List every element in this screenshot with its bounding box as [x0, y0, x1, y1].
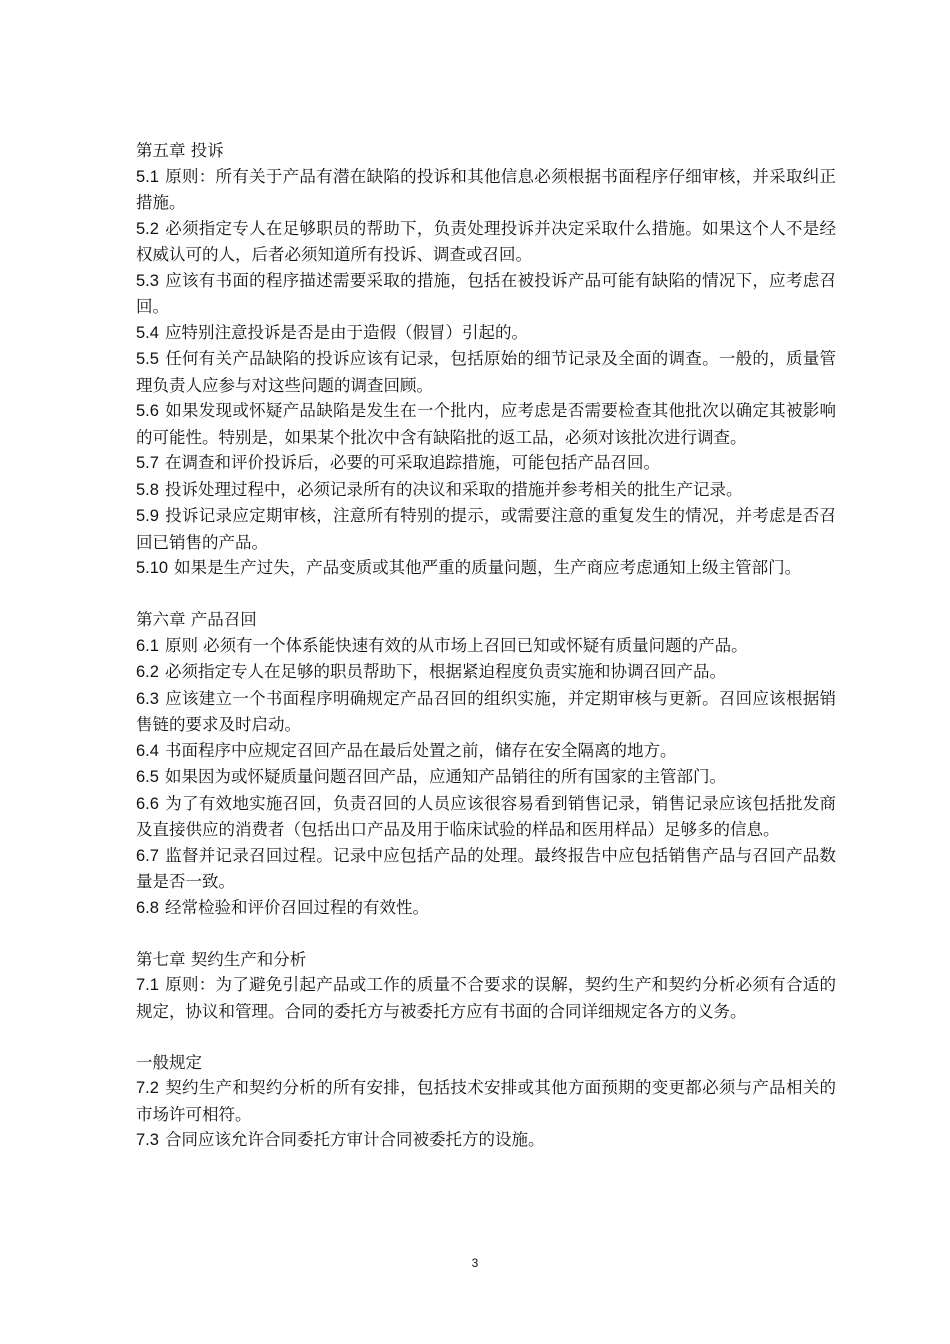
clause-text: 投诉处理过程中，必须记录所有的决议和采取的措施并参考相关的批生产记录。 [164, 479, 743, 499]
clause-number: 6.2 [136, 663, 159, 681]
clause-text: 监督并记录召回过程。记录中应包括产品的处理。最终报告中应包括销售产品与召回产品数量是否一致。 [136, 845, 836, 891]
clause-text: 必须指定专人在足够职员的帮助下，负责处理投诉并决定采取什么措施。如果这个人不是经权威认可的人，后者必须知道所有投诉、调查或召回。 [136, 218, 836, 264]
clause-number: 5.6 [136, 402, 159, 420]
clause-number: 5.5 [136, 350, 159, 368]
clause-6-7 [136, 843, 836, 895]
chapter-5-heading: 第五章 投诉 [136, 141, 224, 160]
clause-text: 应特别注意投诉是否是由于造假（假冒）引起的。 [164, 322, 528, 342]
clause-6-6 [136, 791, 836, 843]
clause-5-5 [136, 346, 836, 398]
clause-number: 6.3 [136, 689, 159, 708]
clause-number: 7.2 [136, 1079, 159, 1097]
clause-text: 经常检验和评价召回过程的有效性。 [164, 897, 429, 917]
clause-7-1 [136, 972, 836, 1024]
clause-text: 必须指定专人在足够的职员帮助下，根据紧迫程度负责实施和协调召回产品。 [164, 662, 726, 681]
clause-7-3 [136, 1127, 836, 1154]
clause-text: 书面程序中应规定召回产品在最后处置之前，储存在安全隔离的地方。 [164, 740, 677, 760]
clause-number: 6.1 [136, 636, 159, 655]
clause-5-7 [136, 450, 836, 477]
clause-text: 合同应该允许合同委托方审计合同被委托方的设施。 [164, 1130, 545, 1149]
clause-5-6 [136, 398, 836, 450]
clause-number: 7.3 [136, 1131, 159, 1149]
clause-number: 6.7 [136, 846, 159, 865]
clause-number: 5.3 [136, 271, 159, 290]
document-body [136, 138, 836, 1154]
clause-text: 原则 必须有一个体系能快速有效的从市场上召回已知或怀疑有质量问题的产品。 [164, 635, 748, 655]
clause-5-8 [136, 477, 836, 504]
clause-number: 6.8 [136, 898, 159, 917]
clause-5-10 [136, 555, 836, 582]
clause-text: 应该建立一个书面程序明确规定产品召回的组织实施，并定期审核与更新。召回应该根据销售链的要求及时启动。 [136, 688, 836, 734]
chapter-7-heading: 第七章 契约生产和分析 [136, 949, 307, 969]
clause-number: 6.5 [136, 768, 159, 786]
clause-5-2 [136, 216, 836, 268]
clause-5-1 [136, 164, 836, 216]
clause-number: 5.1 [136, 167, 159, 186]
clause-text: 在调查和评价投诉后，必要的可采取追踪措施，可能包括产品召回。 [164, 453, 660, 472]
clause-text: 任何有关产品缺陷的投诉应该有记录，包括原始的细节记录及全面的调查。一般的，质量管理负责人应参与对这些问题的调查回顾。 [136, 349, 836, 395]
page-number: 3 [471, 1256, 479, 1270]
clause-6-2 [136, 659, 836, 686]
clause-5-9 [136, 503, 836, 555]
general-provisions-subheading: 一般规定 [136, 1052, 202, 1072]
clause-number: 5.4 [136, 323, 159, 342]
clause-5-4 [136, 320, 836, 347]
clause-6-4 [136, 738, 836, 765]
clause-number: 5.9 [136, 507, 159, 525]
clause-text: 如果是生产过失，产品变质或其他严重的质量问题，生产商应考虑通知上级主管部门。 [174, 558, 802, 577]
clause-6-1 [136, 633, 836, 660]
clause-5-3 [136, 268, 836, 320]
clause-6-8 [136, 895, 836, 922]
clause-number: 7.1 [136, 976, 159, 994]
clause-text: 应该有书面的程序描述需要采取的措施，包括在被投诉产品可能有缺陷的情况下，应考虑召回。 [136, 270, 836, 316]
clause-text: 原则：所有关于产品有潜在缺陷的投诉和其他信息必须根据书面程序仔细审核，并采取纠正措施。 [136, 166, 836, 212]
clause-text: 原则：为了避免引起产品或工作的质量不合要求的误解，契约生产和契约分析必须有合适的规定，协议和管理。合同的委托方与被委托方应有书面的合同详细规定各方的义务。 [136, 975, 836, 1021]
clause-number: 6.6 [136, 794, 159, 813]
clause-number: 5.10 [136, 559, 169, 577]
clause-text: 契约生产和契约分析的所有安排，包括技术安排或其他方面预期的变更都必须与产品相关的市场许可相符。 [136, 1078, 836, 1124]
clause-6-5 [136, 764, 836, 791]
spacer [136, 582, 836, 608]
spacer [136, 921, 836, 947]
clause-text: 投诉记录应定期审核，注意所有特别的提示，或需要注意的重复发生的情况，并考虑是否召回已销售的产品。 [136, 506, 836, 552]
clause-6-3 [136, 686, 836, 738]
clause-number: 5.2 [136, 219, 159, 238]
clause-text: 为了有效地实施召回，负责召回的人员应该很容易看到销售记录，销售记录应该包括批发商及直接供应的消费者（包括出口产品及用于临床试验的样品和医用样品）足够多的信息。 [136, 793, 836, 839]
clause-number: 6.4 [136, 741, 159, 760]
clause-number: 5.7 [136, 454, 159, 472]
clause-text: 如果因为或怀疑质量问题召回产品，应通知产品销往的所有国家的主管部门。 [164, 767, 726, 786]
clause-text: 如果发现或怀疑产品缺陷是发生在一个批内，应考虑是否需要检查其他批次以确定其被影响的可能性。特别是，如果某个批次中含有缺陷批的返工品，必须对该批次进行调查。 [136, 401, 836, 447]
spacer [136, 1024, 836, 1050]
chapter-6-heading: 第六章 产品召回 [136, 610, 257, 629]
clause-number: 5.8 [136, 480, 159, 499]
clause-7-2 [136, 1075, 836, 1127]
